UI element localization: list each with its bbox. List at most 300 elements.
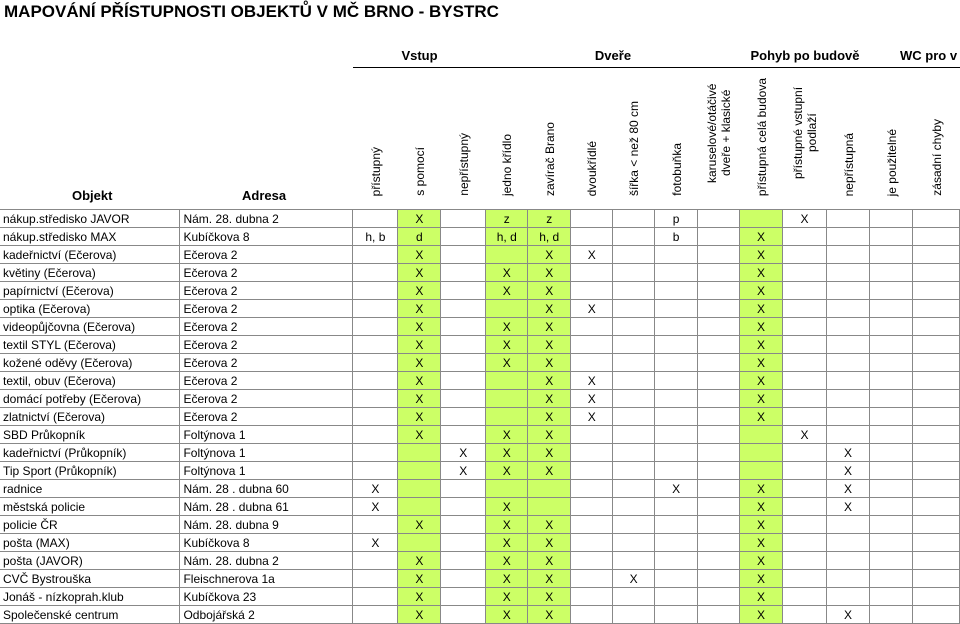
flag-cell <box>398 480 441 498</box>
flag-cell: h, d <box>528 228 571 246</box>
flag-cell: p <box>655 210 698 228</box>
flag-cell: X <box>398 606 441 624</box>
flag-cell <box>827 372 870 390</box>
flag-cell: X <box>353 534 398 552</box>
flag-cell <box>655 300 698 318</box>
flag-cell: X <box>528 606 571 624</box>
flag-cell <box>613 210 655 228</box>
flag-cell <box>441 336 486 354</box>
table-row <box>0 534 960 552</box>
flag-cell <box>912 534 959 552</box>
object-address: Nám. 28. dubna 9 <box>180 516 353 534</box>
flag-cell <box>698 390 740 408</box>
flag-cell <box>698 246 740 264</box>
flag-cell <box>441 390 486 408</box>
flag-cell: X <box>486 516 528 534</box>
flag-cell <box>655 390 698 408</box>
flag-cell: z <box>486 210 528 228</box>
flag-cell <box>783 390 827 408</box>
flag-cell <box>912 426 959 444</box>
flag-cell <box>912 318 959 336</box>
flag-cell <box>353 426 398 444</box>
flag-cell <box>869 570 912 588</box>
flag-cell: X <box>571 300 613 318</box>
flag-cell: X <box>486 264 528 282</box>
flag-cell <box>740 426 783 444</box>
flag-cell <box>571 552 613 570</box>
flag-cell <box>441 354 486 372</box>
flag-cell <box>912 588 959 606</box>
flag-cell <box>353 372 398 390</box>
flag-cell: h, d <box>486 228 528 246</box>
flag-cell <box>441 300 486 318</box>
table-row <box>0 336 960 354</box>
flag-cell: X <box>398 300 441 318</box>
flag-cell <box>655 552 698 570</box>
flag-cell <box>912 228 959 246</box>
table-row <box>0 354 960 372</box>
flag-cell <box>528 498 571 516</box>
flag-cell: d <box>398 228 441 246</box>
flag-cell <box>912 210 959 228</box>
flag-cell <box>528 480 571 498</box>
flag-cell <box>486 372 528 390</box>
flag-cell <box>353 606 398 624</box>
flag-cell: X <box>528 570 571 588</box>
flag-cell <box>869 282 912 300</box>
table-row <box>0 480 960 498</box>
flag-cell: X <box>398 426 441 444</box>
flag-cell: X <box>486 498 528 516</box>
flag-cell: X <box>398 390 441 408</box>
flag-cell <box>441 246 486 264</box>
object-address: Ečerova 2 <box>180 318 353 336</box>
object-name: zlatnictví (Ečerova) <box>0 408 180 426</box>
flag-cell: X <box>398 408 441 426</box>
flag-cell <box>827 336 870 354</box>
flag-cell <box>783 534 827 552</box>
page-title: MAPOVÁNÍ PŘÍSTUPNOSTI OBJEKTŮ V MČ BRNO - BYSTRC <box>4 2 499 21</box>
flag-cell <box>613 246 655 264</box>
flag-cell: X <box>398 354 441 372</box>
flag-cell <box>783 480 827 498</box>
group-wc: WC pro v <box>870 44 960 68</box>
flag-cell <box>655 606 698 624</box>
flag-cell <box>571 588 613 606</box>
flag-cell <box>353 354 398 372</box>
table-row <box>0 210 960 228</box>
flag-cell <box>869 228 912 246</box>
table-row <box>0 318 960 336</box>
flag-cell <box>655 534 698 552</box>
flag-cell <box>698 318 740 336</box>
flag-cell: X <box>486 462 528 480</box>
flag-cell: X <box>398 246 441 264</box>
flag-cell <box>869 318 912 336</box>
flag-cell: X <box>783 426 827 444</box>
flag-cell: X <box>528 372 571 390</box>
flag-cell <box>912 480 959 498</box>
object-name: kadeřnictví (Ečerova) <box>0 246 180 264</box>
flag-cell <box>441 606 486 624</box>
flag-cell: X <box>740 228 783 246</box>
group-dvere: Dveře <box>486 44 740 68</box>
flag-cell: X <box>740 264 783 282</box>
flag-cell: X <box>740 300 783 318</box>
object-name: optika (Ečerova) <box>0 300 180 318</box>
flag-cell <box>613 264 655 282</box>
header-zasadni-chyby: zásadní chyby <box>929 119 944 196</box>
flag-cell <box>353 516 398 534</box>
flag-cell <box>912 606 959 624</box>
flag-cell <box>571 606 613 624</box>
flag-cell <box>441 516 486 534</box>
flag-cell <box>827 390 870 408</box>
flag-cell: X <box>441 444 486 462</box>
table-row <box>0 462 960 480</box>
flag-cell <box>912 390 959 408</box>
object-name: pošta (MAX) <box>0 534 180 552</box>
object-name: nákup.středisko MAX <box>0 228 180 246</box>
flag-cell <box>912 282 959 300</box>
object-name: Jonáš - nízkoprah.klub <box>0 588 180 606</box>
flag-cell <box>571 264 613 282</box>
flag-cell <box>869 354 912 372</box>
flag-cell: X <box>398 516 441 534</box>
flag-cell: X <box>571 372 613 390</box>
flag-cell <box>869 480 912 498</box>
flag-cell: X <box>398 570 441 588</box>
object-address: Odbojářská 2 <box>180 606 353 624</box>
flag-cell <box>655 372 698 390</box>
flag-cell: z <box>528 210 571 228</box>
flag-cell <box>783 606 827 624</box>
header-fotobunka: fotobuňka <box>669 143 684 196</box>
flag-cell <box>912 552 959 570</box>
flag-cell <box>655 462 698 480</box>
flag-cell <box>613 282 655 300</box>
flag-cell <box>783 552 827 570</box>
flag-cell <box>571 498 613 516</box>
object-address: Ečerova 2 <box>180 354 353 372</box>
flag-cell <box>353 318 398 336</box>
header-sirka: šířka < než 80 cm <box>627 100 641 196</box>
flag-cell: X <box>528 390 571 408</box>
flag-cell <box>827 318 870 336</box>
flag-cell <box>827 408 870 426</box>
flag-cell: X <box>398 336 441 354</box>
flag-cell: X <box>528 354 571 372</box>
flag-cell <box>571 318 613 336</box>
flag-cell: X <box>528 426 571 444</box>
flag-cell <box>783 318 827 336</box>
flag-cell <box>441 552 486 570</box>
flag-cell <box>869 588 912 606</box>
object-address: Kubíčkova 8 <box>180 228 353 246</box>
flag-cell <box>783 228 827 246</box>
flag-cell: X <box>740 390 783 408</box>
flag-cell <box>912 570 959 588</box>
flag-cell: X <box>486 354 528 372</box>
flag-cell <box>827 264 870 282</box>
flag-cell: X <box>398 372 441 390</box>
flag-cell <box>353 246 398 264</box>
flag-cell <box>486 246 528 264</box>
flag-cell <box>655 318 698 336</box>
flag-cell <box>698 588 740 606</box>
flag-cell <box>613 390 655 408</box>
flag-cell <box>613 372 655 390</box>
flag-cell <box>353 444 398 462</box>
flag-cell <box>912 444 959 462</box>
flag-cell <box>441 588 486 606</box>
flag-cell: X <box>528 408 571 426</box>
flag-cell: b <box>655 228 698 246</box>
object-name: policie ČR <box>0 516 180 534</box>
flag-cell <box>486 408 528 426</box>
flag-cell <box>783 264 827 282</box>
flag-cell <box>912 336 959 354</box>
flag-cell <box>571 570 613 588</box>
flag-cell <box>698 210 740 228</box>
table-row <box>0 552 960 570</box>
flag-cell <box>783 444 827 462</box>
object-address: Ečerova 2 <box>180 264 353 282</box>
header-nepristupna: nepřístupná <box>841 132 856 196</box>
flag-cell: X <box>740 516 783 534</box>
group-pohyb: Pohyb po budově <box>740 44 870 68</box>
flag-cell <box>869 516 912 534</box>
flag-cell <box>655 588 698 606</box>
object-address: Nám. 28. dubna 2 <box>180 210 353 228</box>
object-address: Foltýnova 1 <box>180 444 353 462</box>
flag-cell: X <box>398 282 441 300</box>
flag-cell <box>869 552 912 570</box>
flag-cell <box>353 390 398 408</box>
flag-cell <box>783 570 827 588</box>
flag-cell: X <box>740 354 783 372</box>
flag-cell <box>486 300 528 318</box>
flag-cell <box>698 552 740 570</box>
header-adresa: Adresa <box>242 188 287 203</box>
flag-cell <box>698 606 740 624</box>
object-address: Nám. 28. dubna 2 <box>180 552 353 570</box>
flag-cell <box>441 228 486 246</box>
object-address: Foltýnova 1 <box>180 462 353 480</box>
flag-cell <box>613 300 655 318</box>
flag-cell <box>571 534 613 552</box>
flag-cell: X <box>486 282 528 300</box>
flag-cell <box>441 318 486 336</box>
flag-cell <box>827 354 870 372</box>
flag-cell <box>353 570 398 588</box>
flag-cell: X <box>486 318 528 336</box>
flag-cell: X <box>740 480 783 498</box>
object-name: radnice <box>0 480 180 498</box>
flag-cell <box>353 552 398 570</box>
flag-cell <box>827 516 870 534</box>
object-name: CVČ Bystrouška <box>0 570 180 588</box>
flag-cell <box>441 210 486 228</box>
flag-cell <box>571 462 613 480</box>
flag-cell <box>613 444 655 462</box>
flag-cell <box>740 444 783 462</box>
flag-cell <box>869 606 912 624</box>
flag-cell <box>869 444 912 462</box>
flag-cell <box>912 264 959 282</box>
flag-cell: X <box>486 570 528 588</box>
flag-cell <box>655 354 698 372</box>
object-address: Foltýnova 1 <box>180 426 353 444</box>
flag-cell <box>353 264 398 282</box>
table-row <box>0 408 960 426</box>
table-row <box>0 246 960 264</box>
flag-cell <box>827 552 870 570</box>
table-row <box>0 228 960 246</box>
flag-cell <box>827 210 870 228</box>
flag-cell: X <box>353 480 398 498</box>
flag-cell: X <box>486 426 528 444</box>
table-row <box>0 444 960 462</box>
flag-cell: X <box>528 444 571 462</box>
flag-cell <box>912 246 959 264</box>
flag-cell <box>353 210 398 228</box>
flag-cell <box>613 462 655 480</box>
flag-cell <box>441 408 486 426</box>
object-name: pošta (JAVOR) <box>0 552 180 570</box>
table-row <box>0 498 960 516</box>
flag-cell <box>783 246 827 264</box>
object-address: Nám. 28 . dubna 61 <box>180 498 353 516</box>
flag-cell <box>398 462 441 480</box>
flag-cell <box>869 426 912 444</box>
flag-cell <box>698 498 740 516</box>
flag-cell <box>441 480 486 498</box>
flag-cell <box>655 498 698 516</box>
table-row <box>0 426 960 444</box>
object-name: kadeřnictví (Průkopník) <box>0 444 180 462</box>
flag-cell <box>698 336 740 354</box>
flag-cell <box>613 552 655 570</box>
flag-cell <box>698 282 740 300</box>
flag-cell <box>827 228 870 246</box>
flag-cell: X <box>827 606 870 624</box>
flag-cell: X <box>740 498 783 516</box>
flag-cell: X <box>740 336 783 354</box>
flag-cell: X <box>571 390 613 408</box>
flag-cell <box>783 300 827 318</box>
flag-cell <box>655 516 698 534</box>
flag-cell: X <box>740 318 783 336</box>
flag-cell <box>869 336 912 354</box>
flag-cell <box>486 390 528 408</box>
table-row <box>0 570 960 588</box>
header-pristupne-vstupni: přístupné vstupní podlaží <box>791 86 819 180</box>
flag-cell <box>698 354 740 372</box>
flag-cell: X <box>613 570 655 588</box>
flag-cell <box>613 606 655 624</box>
flag-cell <box>698 408 740 426</box>
flag-cell: X <box>783 210 827 228</box>
flag-cell: X <box>398 588 441 606</box>
flag-cell <box>613 354 655 372</box>
flag-cell <box>698 516 740 534</box>
flag-cell <box>827 246 870 264</box>
header-pristupna-cela: přístupná celá budova <box>754 77 769 196</box>
flag-cell <box>869 372 912 390</box>
flag-cell <box>783 354 827 372</box>
flag-cell <box>613 588 655 606</box>
flag-cell <box>613 426 655 444</box>
flag-cell <box>912 372 959 390</box>
header-jedno-kridlo: jedno křídlo <box>500 133 514 196</box>
flag-cell <box>655 246 698 264</box>
flag-cell <box>398 498 441 516</box>
flag-cell: X <box>398 210 441 228</box>
header-je-pouzitelne: je použitelné <box>884 128 899 196</box>
object-name: květiny (Ečerova) <box>0 264 180 282</box>
flag-cell <box>912 300 959 318</box>
flag-cell <box>353 408 398 426</box>
flag-cell <box>486 480 528 498</box>
flag-cell <box>655 282 698 300</box>
flag-cell: X <box>740 534 783 552</box>
flag-cell: X <box>827 498 870 516</box>
flag-cell <box>698 570 740 588</box>
object-name: videopůjčovna (Ečerova) <box>0 318 180 336</box>
flag-cell: X <box>740 606 783 624</box>
object-address: Kubíčkova 8 <box>180 534 353 552</box>
flag-cell <box>655 336 698 354</box>
flag-cell <box>571 516 613 534</box>
object-name: textil, obuv (Ečerova) <box>0 372 180 390</box>
flag-cell <box>698 462 740 480</box>
flag-cell <box>571 426 613 444</box>
object-name: SBD Průkopník <box>0 426 180 444</box>
object-address: Ečerova 2 <box>180 372 353 390</box>
flag-cell: X <box>486 552 528 570</box>
flag-cell <box>441 498 486 516</box>
table-row <box>0 264 960 282</box>
flag-cell <box>398 444 441 462</box>
flag-cell <box>869 300 912 318</box>
flag-cell <box>441 426 486 444</box>
flag-cell <box>613 516 655 534</box>
header-pristupny: přístupný <box>368 146 383 196</box>
flag-cell <box>869 408 912 426</box>
object-name: nákup.středisko JAVOR <box>0 210 180 228</box>
flag-cell <box>613 318 655 336</box>
flag-cell <box>353 336 398 354</box>
table-row <box>0 390 960 408</box>
flag-cell <box>613 498 655 516</box>
flag-cell <box>783 498 827 516</box>
object-address: Ečerova 2 <box>180 336 353 354</box>
flag-cell: X <box>486 588 528 606</box>
group-vstup: Vstup <box>353 44 486 68</box>
flag-cell <box>698 228 740 246</box>
flag-cell <box>783 372 827 390</box>
flag-cell <box>869 390 912 408</box>
flag-cell <box>441 282 486 300</box>
flag-cell <box>783 282 827 300</box>
flag-cell <box>613 228 655 246</box>
flag-cell: X <box>528 318 571 336</box>
flag-cell: X <box>486 444 528 462</box>
flag-cell <box>698 444 740 462</box>
flag-cell: X <box>528 588 571 606</box>
accessibility-table <box>0 209 960 624</box>
